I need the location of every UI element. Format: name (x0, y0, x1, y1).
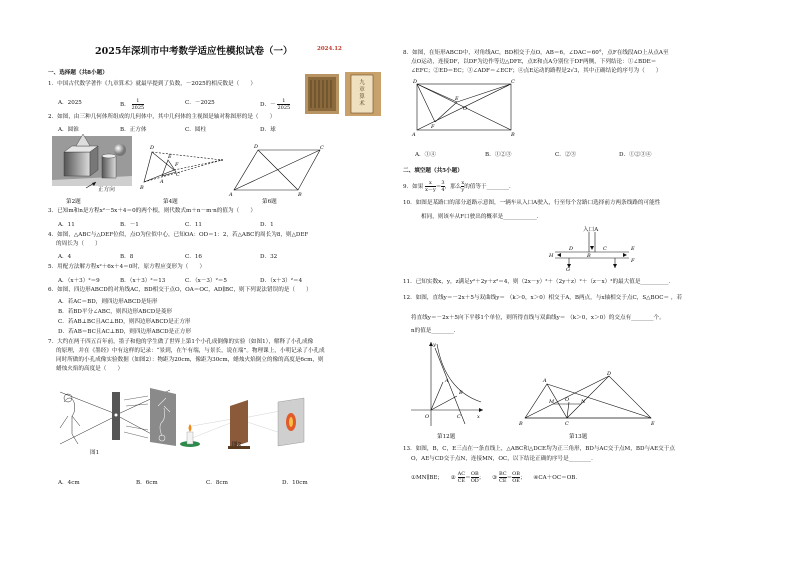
svg-text:A: A (160, 179, 164, 185)
q7-option-a[interactable]: A．4cm (58, 480, 80, 486)
q7-fig2-caption: 图2 (232, 442, 242, 448)
direction-label: 正方向 (98, 187, 115, 193)
svg-text:E: E (455, 96, 459, 102)
svg-text:A: A (412, 132, 416, 138)
q3-option-c[interactable]: C．11 (185, 222, 202, 228)
svg-text:G: G (566, 267, 570, 273)
q13-line-2: O，AE与CD交于点N，连接MN，OC，以下结论正确的序号是________． (411, 456, 597, 462)
q10-line-1: 10．如图是某路口的部分道路示意图，一辆车从入口A驶入，行至每个岔路口选择前方两条线路的可能性 (403, 200, 661, 206)
q12-hyperbola-figure (405, 338, 485, 428)
right-column (397, 0, 794, 562)
svg-text:C: C (565, 421, 569, 427)
q13-line-1: 13．如图，B，C，E三点在一条直线上，△ABC和△DCE均为正三角形，BD与AC交于点M，BD与AE交于点 (403, 446, 675, 452)
q4-option-c[interactable]: C．16 (185, 254, 202, 260)
q6-quadrilateral-figure (228, 142, 328, 198)
q1-stem: 1．中国古代数学著作《九章算术》就最早提到了负数，－2025的相反数是（ ） (48, 81, 256, 87)
section1-heading: 一、选择题（共8小题） (48, 70, 108, 76)
svg-text:九章算术: 九章算术 (359, 80, 365, 107)
q3-stem: 3．已知m和n是方程x²－5x＋4＝0的两个根，则代数式m＋n－m·n的值为（ ） (48, 208, 256, 214)
svg-text:O: O (463, 106, 468, 112)
svg-text:B: B (511, 132, 515, 138)
q7-line-1: 7．大约在两千四五百年前，墨子和他的学生做了世界上第1个小孔成倒像的实验（如图1），解释了小孔成像 (48, 339, 314, 345)
svg-text:C: C (603, 246, 607, 252)
svg-text:D: D (254, 144, 259, 150)
fig6-caption: 第6题 (262, 199, 277, 205)
svg-text:F: F (631, 258, 635, 264)
svg-text:O: O (565, 397, 570, 403)
q4-option-a[interactable]: A．4 (58, 254, 72, 260)
q8-option-d[interactable]: D．①②③④ (619, 152, 652, 158)
q7-option-c[interactable]: C．8cm (206, 480, 228, 486)
svg-text:E: E (168, 154, 172, 160)
svg-text:B: B (298, 192, 302, 198)
svg-text:E: E (631, 246, 635, 252)
q2-caption: 第2题 (66, 199, 81, 205)
q8-line-3: ∠EFC；②ED＝EC；③∠ADF＝∠ECF；④点E运动的路程是2√3，其中正确结论的序号为（ ） (411, 68, 662, 74)
svg-text:D: D (413, 79, 418, 85)
q9-text: 9．如果 $\frac{x}{x-y}$ ＝ $\frac{3}{4}$ ，那么 $\frac{x}{y}$ 的值等于________． (403, 180, 515, 193)
q2-stem: 2．如图，由三种几何体所组成的几何体中，其中几何体的主视图是轴对称图形的是（ ） (48, 114, 276, 120)
svg-text:C: C (511, 79, 515, 85)
q6-option-c[interactable]: C．若AB⊥BC且AC⊥BD，则四边形ABCD是正方形 (58, 319, 191, 325)
svg-text:x: x (477, 414, 480, 420)
q7-line-4: 蜡烛火焰的高度是（ ） (56, 366, 124, 372)
svg-text:A: A (543, 378, 547, 384)
section2-heading: 二、填空题（共5小题） (403, 168, 463, 174)
q5-option-a[interactable]: A．（x＋3）²＝9 (58, 278, 100, 284)
q2-option-a[interactable]: A．圆锥 (58, 127, 79, 133)
q5-stem: 5．用配方法解方程x²＋6x＋4＝0时，原方程应变形为（ ） (48, 264, 206, 270)
q7-fig1-caption: 图1 (90, 450, 100, 456)
q1-option-b[interactable]: B． $\frac{1}{2025}$ (120, 98, 145, 111)
q11-text: 11．已知实数x，y，z满足y²＋2y＋z²＝4，则（2x－y）²＋（2y＋z）²＋（z－x）²的最大值是__________． (403, 279, 674, 285)
q1-option-a[interactable]: A．2025 (58, 100, 82, 106)
q2-option-c[interactable]: C．圆柱 (185, 127, 207, 133)
q4-homothety-figure (138, 138, 238, 196)
svg-text:D: D (607, 371, 612, 377)
q13-caption: 第13题 (569, 434, 588, 440)
q12-caption: 第12题 (437, 434, 456, 440)
q12-line-3: n的值是________． (411, 328, 460, 334)
q1-option-d[interactable]: D．－ $\frac{1}{2025}$ (260, 98, 291, 111)
q6-option-b[interactable]: B．若BD平分∠ABC，则四边形ABCD是菱形 (58, 309, 173, 315)
svg-text:F: F (175, 162, 179, 168)
q12-line-2: 将直线y＝－2x＋5向下平移1个单位，则所得直线与双曲线y＝ （k＞0，x＞0）的交点有________个。 (411, 315, 665, 321)
svg-text:A: A (229, 192, 233, 198)
q8-option-c[interactable]: C．②③ (555, 152, 577, 158)
svg-text:C: C (320, 145, 324, 151)
exam-date: 2024.12 (317, 46, 342, 52)
q8-option-a[interactable]: A．①④ (415, 152, 436, 158)
q7-option-d[interactable]: D．10cm (282, 480, 308, 486)
direction-arrow (84, 180, 98, 190)
svg-text:D: D (569, 246, 574, 252)
exam-title: 2025年深圳市中考数学适应性模拟试卷（一） (95, 46, 293, 57)
q4-stem-2: 的周长为（ ） (56, 241, 101, 247)
q8-rectangle-figure (411, 78, 521, 136)
q4-stem: 4．如图，△ABC与△DEF位似，点O为位似中心，已知OA：OD＝1：2，若△ABC的周长为8，则△DEF (48, 232, 309, 238)
q8-line-2: 点O运动，连接DF，以DF为边作等边△DFE，点E和点A分别位于DF两侧，下列结论：①∠BDE＝ (411, 59, 657, 65)
fig4-caption: 第4题 (163, 199, 178, 205)
q7-line-3: 同时所做的小孔成像实验数据（如图2）：物距为20cm，像距为30cm，蜡烛火焰倒立的像的高度是6cm，则 (56, 357, 324, 363)
q8-option-b[interactable]: B．①②③ (485, 152, 512, 158)
q13-options: ①MN∥BE； ② $\frac{AC}{CE}$ ＝ $\frac{OB}{OD}$ ； ③ $\frac{BC}{CE}$ ＝ $\frac{OB}{OE}$ ； ④CA＋OC＝OB． (411, 471, 582, 484)
jiuzhang-book-image (305, 72, 383, 116)
q10-entrance-label: 入口A (583, 227, 599, 233)
svg-text:C: C (457, 414, 461, 420)
q6-option-a[interactable]: A．若AC＝BD，则四边形ABCD是矩形 (58, 299, 158, 305)
q7-option-b[interactable]: B．6cm (136, 480, 158, 486)
svg-text:A: A (445, 378, 449, 384)
q3-option-b[interactable]: B．－1 (120, 222, 139, 228)
q10-line-2: 相同，则该车从F口驶出的概率是____________． (421, 214, 543, 220)
svg-text:y: y (433, 342, 436, 348)
svg-text:B: B (140, 185, 144, 191)
q4-option-d[interactable]: D．32 (260, 254, 278, 260)
q5-option-c[interactable]: C．（x－3）²＝5 (185, 278, 227, 284)
q7-line-2: 的原理，并在《墨经》中有这样的记录：“景到，在午有端，与景长，说在端”。物理课上，小明记录了小孔成 (56, 348, 325, 354)
svg-text:H: H (549, 253, 554, 259)
q2-option-b[interactable]: B．正方体 (120, 127, 147, 133)
q13-triangles-figure (517, 371, 657, 427)
q6-option-d[interactable]: D．若AB＝BC且AC⊥BD，则四边形ABCD是正方形 (58, 329, 192, 335)
q2-option-d[interactable]: D．球 (260, 127, 276, 133)
q1-option-c[interactable]: C．－2025 (185, 100, 215, 106)
q6-stem: 6．如图，四边形ABCD的对角线AC，BD相交于点O，OA＝OC，AD∥BC，则下列说法错误的是（ ） (48, 287, 312, 293)
q3-option-d[interactable]: D．1 (260, 222, 274, 228)
svg-text:B: B (519, 421, 523, 427)
svg-text:F: F (431, 124, 435, 130)
svg-text:B: B (459, 390, 463, 396)
svg-text:M: M (549, 399, 555, 405)
q12-line-1: 12．如图，直线y＝－2x＋5与双曲线y＝ （k＞0，x＞0）相交于A，B两点，与x轴相交于点C，S△BOC＝ ，若 (403, 295, 683, 301)
q5-option-b[interactable]: B．（x＋3）²＝13 (120, 278, 166, 284)
svg-text:O: O (425, 414, 430, 420)
q8-line-1: 8．如图，在矩形ABCD中，对角线AC，BD相交于点O，AB＝6，∠DAC＝60°，点F在线段AO上从点A至 (403, 50, 669, 56)
svg-text:N: N (581, 399, 586, 405)
q5-option-d[interactable]: D．（x＋3）²＝4 (260, 278, 303, 284)
q7-fig1-pinhole-sketch (50, 386, 180, 450)
q7-fig2-candle-experiment (178, 398, 318, 450)
q4-option-b[interactable]: B．8 (120, 254, 134, 260)
svg-text:D: D (150, 145, 155, 151)
svg-text:E: E (651, 421, 655, 427)
svg-text:B: B (587, 253, 591, 259)
q3-option-a[interactable]: A．11 (58, 222, 75, 228)
svg-text:C: C (176, 172, 180, 178)
